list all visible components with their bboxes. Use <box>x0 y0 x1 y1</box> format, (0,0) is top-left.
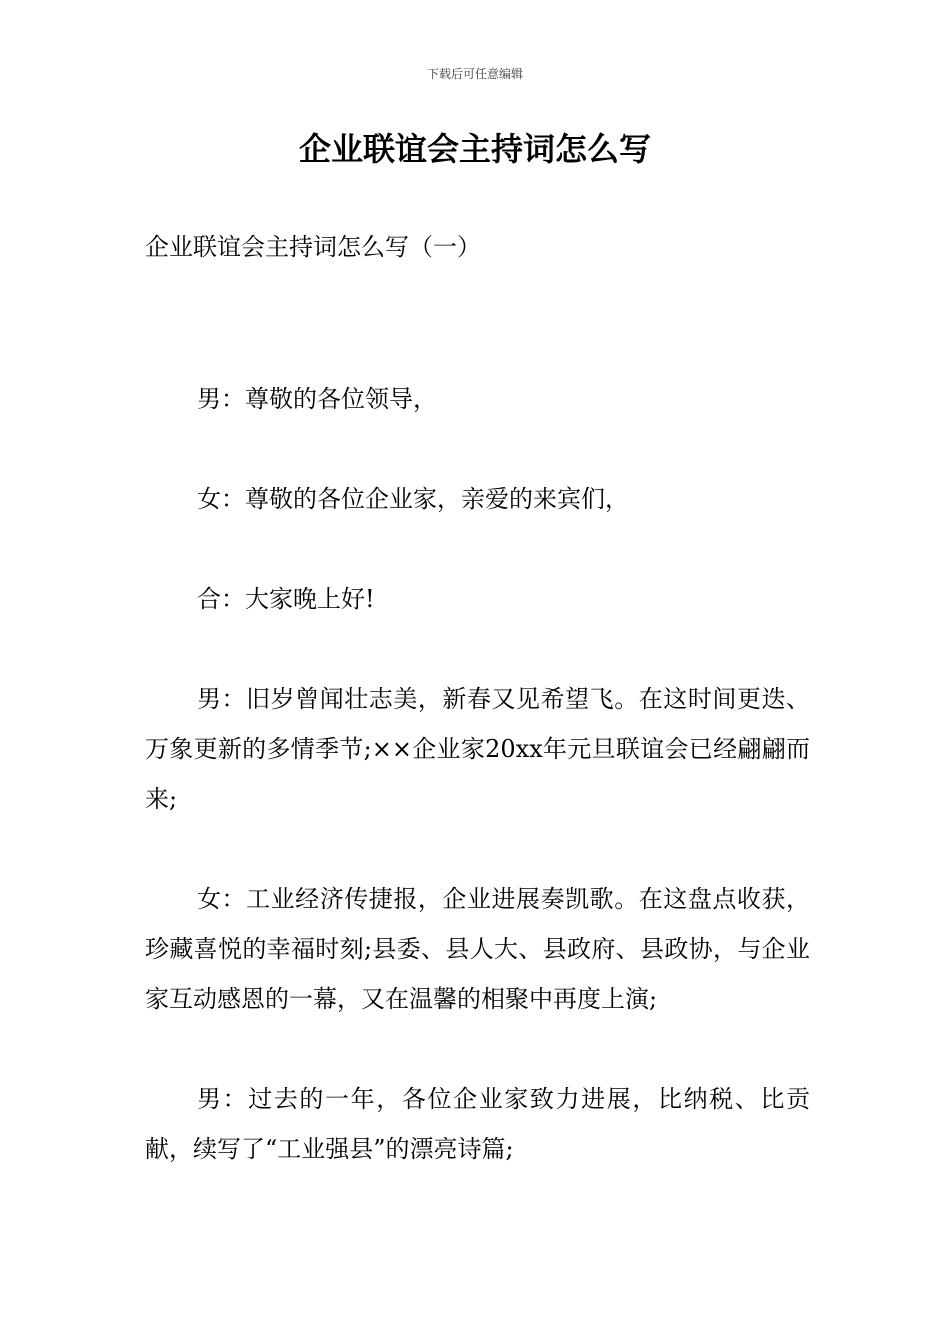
paragraph: 男：过去的一年，各位企业家致力进展，比纳税、比贡献，续写了“工业强县”的漂亮诗篇; <box>145 1085 810 1163</box>
paragraph: 合：大家晚上好! <box>197 585 375 613</box>
document-body <box>145 374 810 1224</box>
section-heading: 企业联谊会主持词怎么写（一） <box>145 233 481 261</box>
paragraph: 男：旧岁曾闻壮志美，新春又见希望飞。在这时间更迭、万象更新的多情季节;××企业家20xx年元旦联谊会已经翩翩而来; <box>145 685 810 813</box>
paragraph: 男：尊敬的各位领导， <box>197 385 437 413</box>
document-title: 企业联谊会主持词怎么写 <box>298 130 651 168</box>
paragraph: 女：工业经济传捷报，企业进展奏凯歌。在这盘点收获，珍藏喜悦的幸福时刻;县委、县人大、县政府、县政协，与企业家互动感恩的一幕，又在温馨的相聚中再度上演; <box>145 885 810 1013</box>
paragraph: 女：尊敬的各位企业家，亲爱的来宾们， <box>197 485 629 513</box>
header-note: 下载后可任意编辑 <box>426 67 523 81</box>
